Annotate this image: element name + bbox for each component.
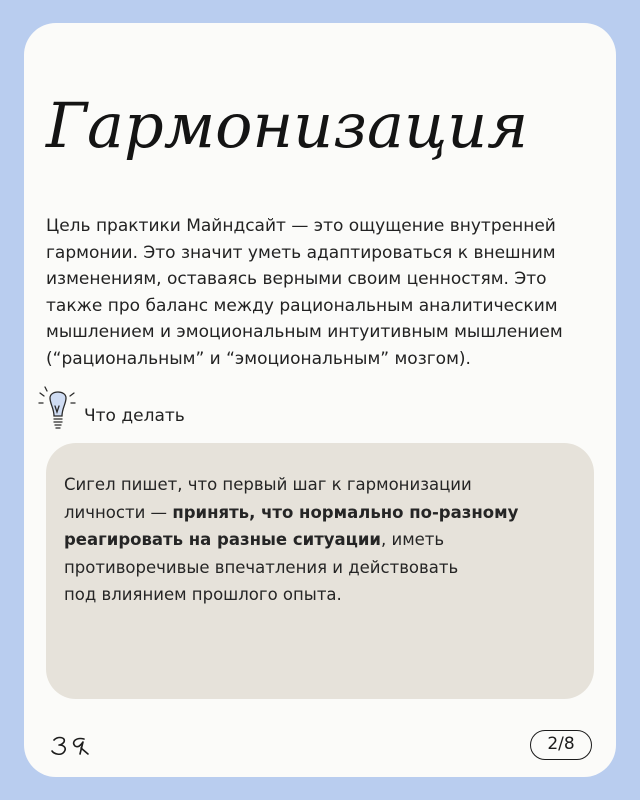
lightbulb-icon	[38, 386, 76, 436]
intro-line: (“рациональным” и “эмоциональным” мозгом).	[46, 348, 471, 369]
page-indicator: 2/8	[530, 730, 592, 760]
slide-card	[24, 23, 616, 777]
intro-line: гармонии. Это значит уметь адаптироваться к внешним	[46, 242, 556, 263]
what-to-do-label: Что делать	[84, 406, 185, 426]
advice-text-normal: , иметь	[381, 530, 445, 549]
intro-line: мышлением и эмоциональным интуитивным мышлением	[46, 322, 563, 342]
intro-paragraph	[46, 213, 596, 372]
page-title-text: Гармонизация	[46, 89, 529, 162]
advice-line	[64, 499, 584, 527]
what-to-do-heading	[38, 386, 338, 438]
page-title	[46, 85, 586, 175]
intro-line: Цель практики Майндсайт — это ощущение внутренней	[46, 216, 556, 236]
advice-text	[64, 471, 584, 609]
advice-line	[64, 526, 584, 554]
advice-text-bold: реагировать на разные ситуации	[64, 530, 381, 549]
advice-line: противоречивые впечатления и действовать	[64, 557, 459, 577]
advice-text-bold: принять, что нормально по-разному	[172, 502, 519, 522]
advice-line: под влиянием прошлого опыта.	[64, 585, 342, 604]
intro-line: изменениям, оставаясь верными своим ценностям. Это	[46, 269, 547, 289]
intro-line: также про баланс между рациональным аналитическим	[46, 295, 558, 316]
advice-line: Сигел пишет, что первый шаг к гармонизации	[64, 475, 472, 494]
logo-icon	[50, 733, 92, 759]
advice-text-normal: личности —	[64, 502, 173, 522]
advice-box	[46, 443, 594, 699]
